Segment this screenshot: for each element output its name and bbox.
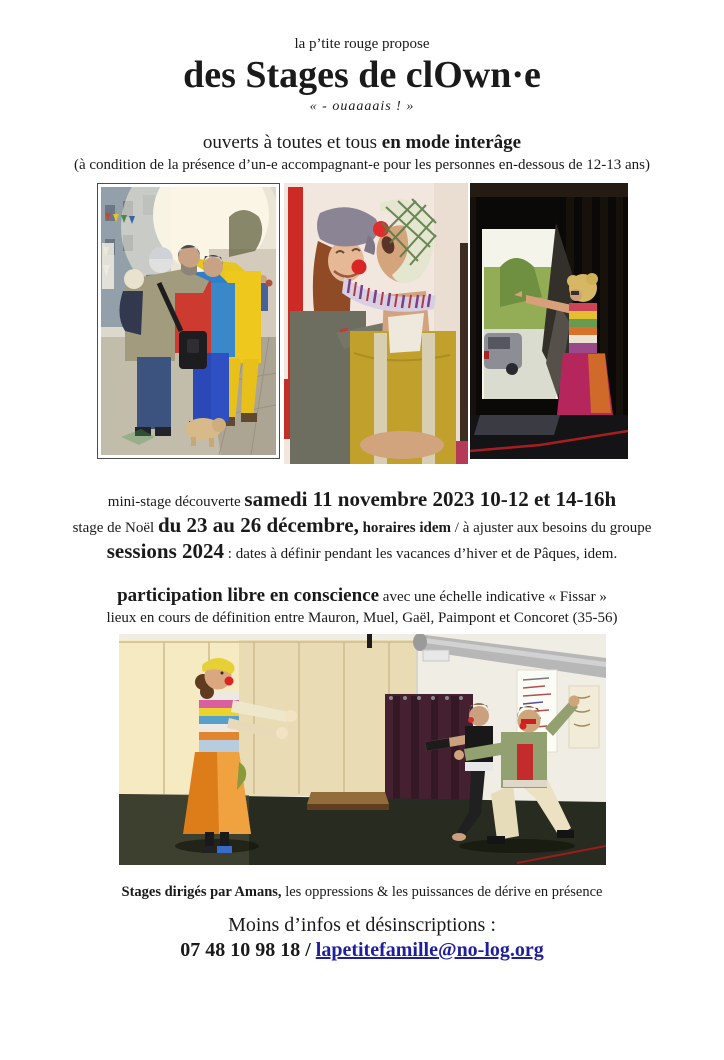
footer-info-line: Moins d’infos et désinscriptions : xyxy=(228,914,496,937)
schedule-3-sessions: sessions 2024 xyxy=(106,539,225,564)
schedule-2-rest: / à ajuster aux besoins du groupe xyxy=(451,520,652,537)
participation-line xyxy=(0,585,724,608)
phone-number: 07 48 10 98 18 xyxy=(180,939,301,962)
page-title: des Stages de clOwn·e xyxy=(183,54,541,96)
bottom-photo-row xyxy=(0,634,724,865)
two-clowns-portrait-photo xyxy=(284,183,468,464)
credits-rest: les oppressions & les puissances de dérive en présence xyxy=(281,884,603,901)
rehearsal-room-clowns-image xyxy=(119,634,606,865)
schedule-line-1 xyxy=(0,488,724,514)
stage-curtain-doorway-image xyxy=(470,183,628,459)
flyer-page xyxy=(0,36,724,1060)
wooden-platform xyxy=(307,792,389,810)
condition-line: (à condition de la présence d’un-e accompagnant-e pour les personnes en-dessous de 12-13 ans) xyxy=(73,157,651,174)
kicker-text: la p’tite rouge propose xyxy=(294,36,430,52)
credits-line xyxy=(0,884,724,901)
exclamation-quote: « - ouaaaais ! » xyxy=(309,99,415,115)
top-photo-row xyxy=(0,183,724,464)
schedule-1-intro: mini-stage découverte xyxy=(107,494,245,511)
credits-emphasis: Stages dirigés par Amans, xyxy=(121,884,282,901)
locations-line: lieux en cours de définition entre Mauron, Muel, Gaël, Paimpont et Concoret (35-56) xyxy=(106,610,618,627)
schedule-2-hours: horaires idem xyxy=(358,520,452,537)
footer-contact-line xyxy=(0,939,724,962)
schedule-1-date: samedi 11 novembre 2023 10-12 et 14-16h xyxy=(244,487,617,512)
schedule-2-date: du 23 au 26 décembre, xyxy=(157,513,359,538)
rehearsal-room-clowns-photo xyxy=(119,634,606,865)
schedule-3-rest: dates à définir pendant les vacances d’hiver et de Pâques, idem. xyxy=(235,546,618,563)
stage-curtain-doorway-photo xyxy=(470,183,628,459)
subtitle-line xyxy=(0,132,724,154)
email-link[interactable]: lapetitefamille@no-log.org xyxy=(315,939,544,962)
striped-top xyxy=(569,303,597,353)
subtitle-bold: en mode interâge xyxy=(381,132,522,154)
two-clowns-portrait-image xyxy=(284,183,468,464)
schedule-block xyxy=(0,488,724,566)
contact-separator: / xyxy=(300,939,316,962)
schedule-line-2 xyxy=(0,514,724,540)
group-hug-street-photo xyxy=(97,183,280,459)
participation-emphasis: participation libre en conscience xyxy=(117,585,380,607)
group-hug-street-image xyxy=(101,187,276,455)
participation-rest: avec une échelle indicative « Fissar » xyxy=(379,589,607,606)
schedule-3-separator: : xyxy=(224,546,236,563)
schedule-2-intro: stage de Noël xyxy=(72,520,158,537)
participation-block xyxy=(0,585,724,629)
schedule-line-3 xyxy=(0,540,724,566)
subtitle-regular: ouverts à toutes et tous xyxy=(202,132,382,154)
